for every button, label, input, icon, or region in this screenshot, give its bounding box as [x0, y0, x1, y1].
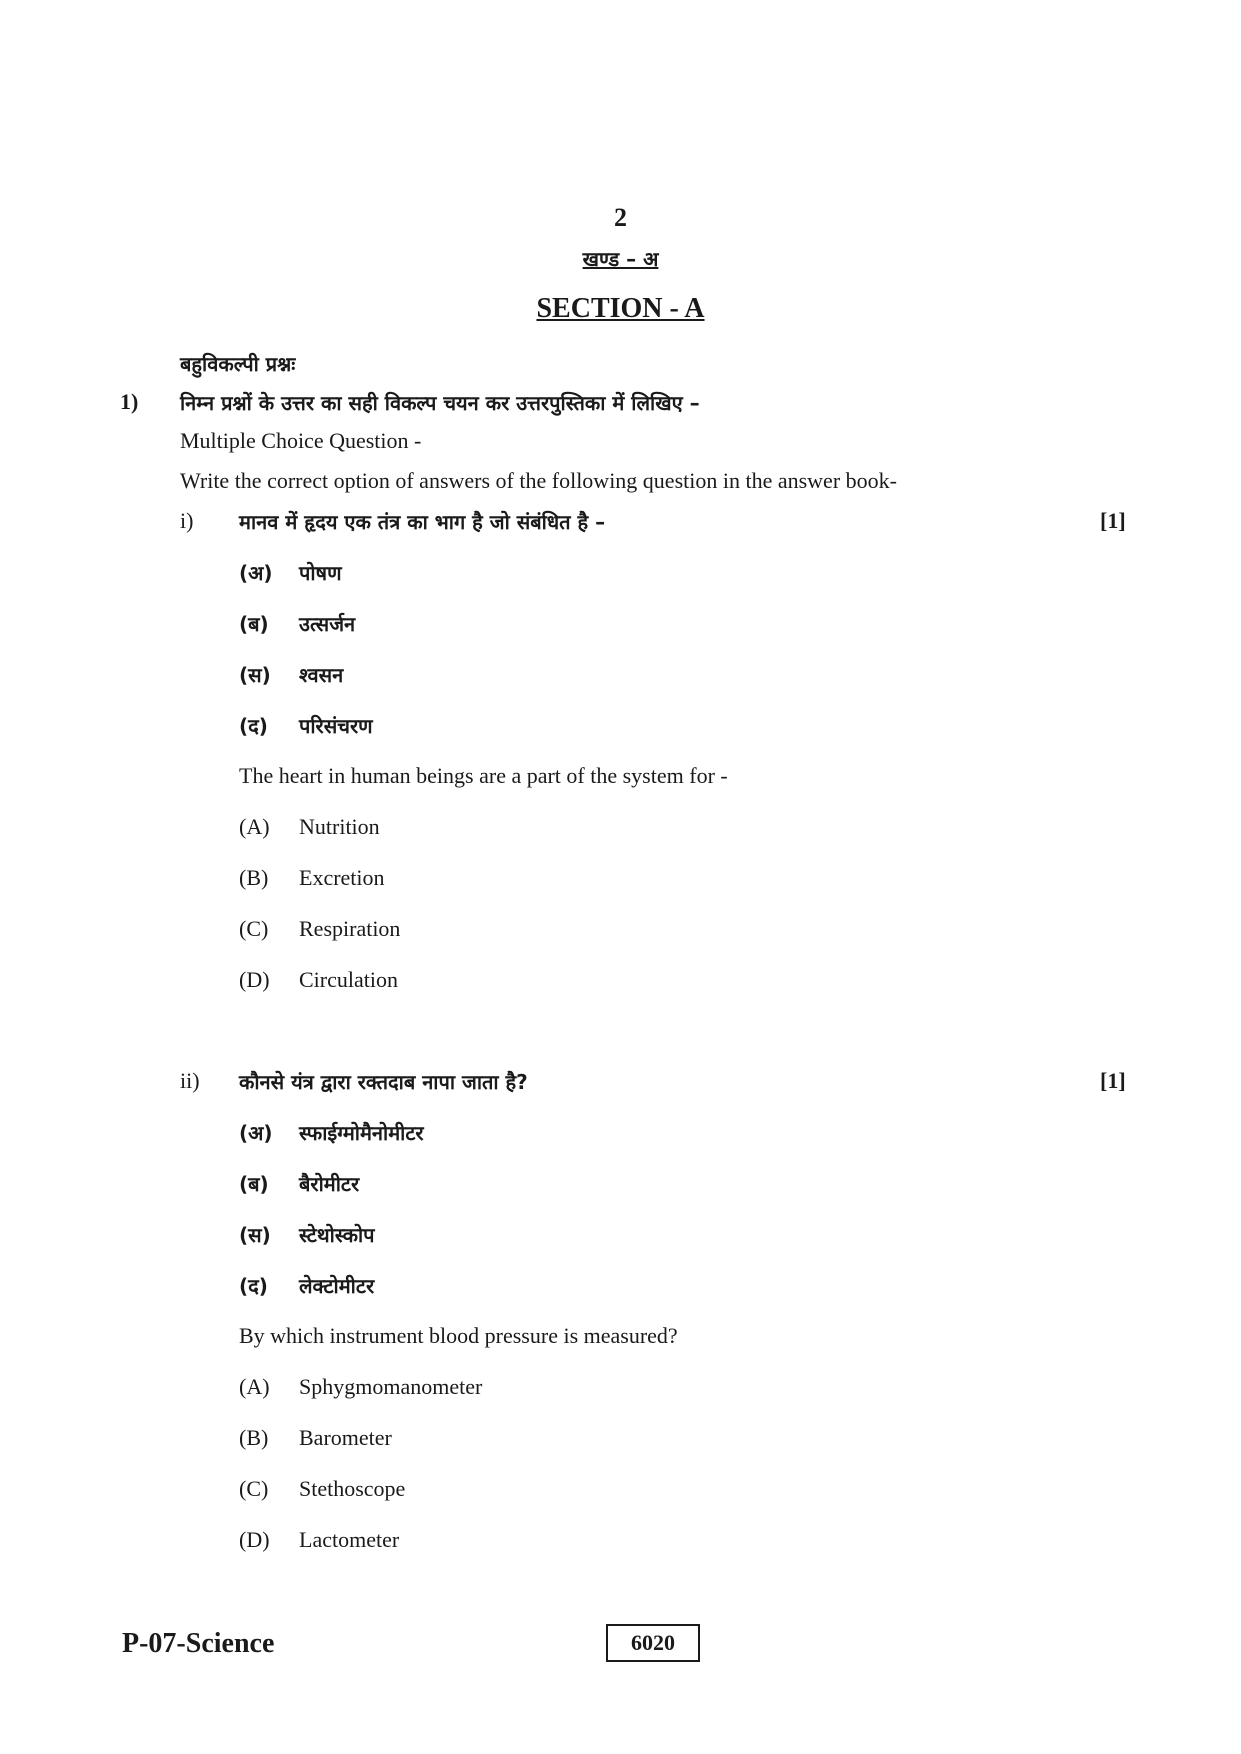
option-key: (ब): [239, 1172, 269, 1196]
option-text: स्टेथोस्कोप: [299, 1223, 375, 1247]
option-text: श्वसन: [299, 663, 344, 687]
option-key: (स): [239, 1223, 271, 1247]
option-key: (स): [239, 663, 271, 687]
option-text: Respiration: [299, 916, 401, 941]
option-key: (C): [239, 916, 269, 941]
option-key: (B): [239, 865, 269, 890]
question-i-text-hindi: मानव में हृदय एक तंत्र का भाग है जो संबंधित है –: [239, 510, 606, 534]
section-title-hindi: खण्ड – अ: [582, 247, 659, 271]
option-text: Lactometer: [299, 1527, 400, 1552]
option-text: Nutrition: [299, 814, 380, 839]
option-key: (अ): [239, 1121, 273, 1145]
option-key: (ब): [239, 612, 269, 636]
option-key: (D): [239, 1527, 270, 1552]
mcq-heading-hindi: बहुविकल्पी प्रश्नः: [180, 352, 296, 376]
question-ii-text-english: By which instrument blood pressure is measured?: [239, 1323, 678, 1348]
question-i-marks: [1]: [1100, 508, 1126, 533]
paper-serial-box: 6020: [606, 1624, 700, 1662]
page-number: 2: [614, 203, 627, 232]
option-text: पोषण: [299, 561, 342, 585]
option-key: (A): [239, 1374, 270, 1399]
option-text: बैरोमीटर: [299, 1172, 360, 1196]
instruction-english: Write the correct option of answers of the following question in the answer book-: [180, 468, 897, 493]
option-text: Circulation: [299, 967, 398, 992]
option-key: (अ): [239, 561, 273, 585]
option-key: (द): [239, 714, 268, 738]
option-key: (D): [239, 967, 270, 992]
option-key: (द): [239, 1274, 268, 1298]
option-text: Excretion: [299, 865, 385, 890]
option-key: (B): [239, 1425, 269, 1450]
option-text: परिसंचरण: [299, 714, 373, 738]
paper-code: P-07-Science: [122, 1628, 275, 1659]
option-key: (A): [239, 814, 270, 839]
question-i-text-english: The heart in human beings are a part of the system for -: [239, 763, 728, 788]
option-text: Sphygmomanometer: [299, 1374, 483, 1399]
mcq-heading-english: Multiple Choice Question -: [180, 428, 422, 453]
option-text: Barometer: [299, 1425, 392, 1450]
instruction-hindi: निम्न प्रश्नों के उत्तर का सही विकल्प चयन कर उत्तरपुस्तिका में लिखिए –: [180, 391, 700, 415]
option-text: Stethoscope: [299, 1476, 406, 1501]
question-ii-marks: [1]: [1100, 1068, 1126, 1093]
section-title-english: SECTION - A: [536, 293, 705, 324]
question-i-number: i): [180, 508, 194, 533]
option-text: उत्सर्जन: [299, 612, 356, 636]
question-ii-number: ii): [180, 1068, 200, 1093]
question-number: 1): [120, 389, 139, 414]
option-text: स्फाईग्मोमैनोमीटर: [299, 1121, 424, 1145]
option-key: (C): [239, 1476, 269, 1501]
question-ii-text-hindi: कौनसे यंत्र द्वारा रक्तदाब नापा जाता है?: [239, 1070, 528, 1094]
option-text: लेक्टोमीटर: [299, 1274, 375, 1298]
